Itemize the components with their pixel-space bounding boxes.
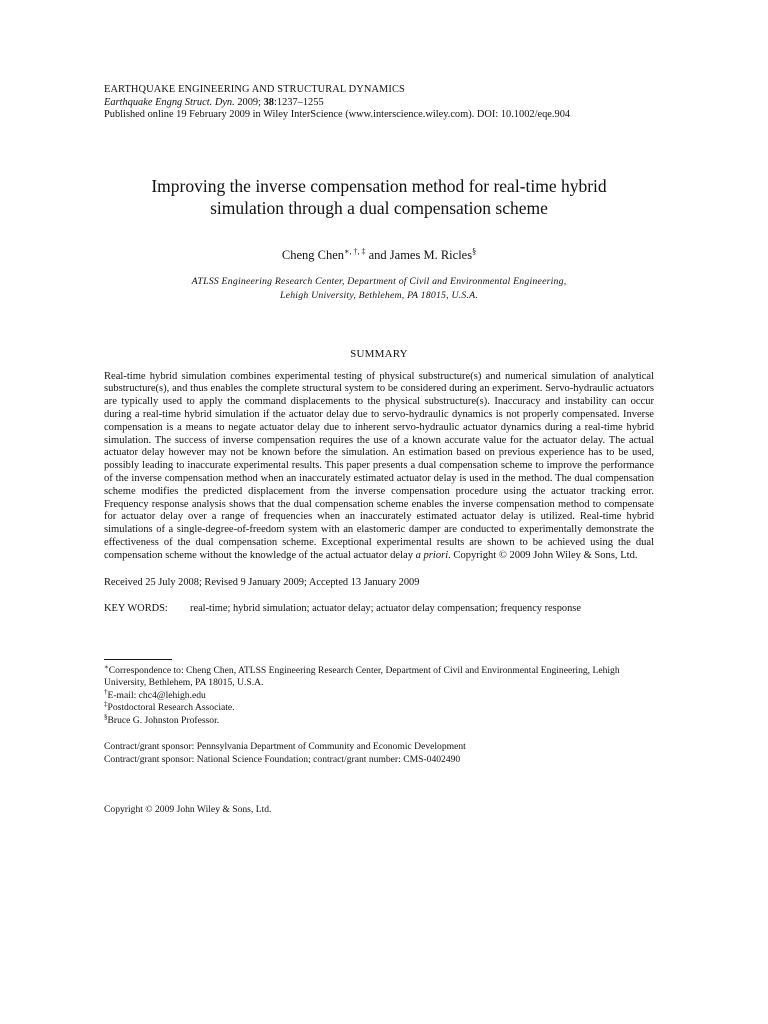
affiliation-line-2: Lehigh University, Bethlehem, PA 18015, U.S.A. xyxy=(280,290,478,302)
footnote-mark: § xyxy=(104,712,108,721)
authors-and: and xyxy=(365,247,390,262)
keywords xyxy=(104,602,654,615)
footnote-text: Correspondence to: Cheng Chen, ATLSS Engineering Research Center, Department of Civil and Environmental Engineering, Lehigh University, Bethlehem, PA 18015, U.S.A. xyxy=(104,664,620,689)
footnote-mark: † xyxy=(104,687,108,696)
sponsor-1: Contract/grant sponsor: Pennsylvania Department of Community and Economic Development xyxy=(104,741,466,753)
paper-title xyxy=(104,175,654,219)
footnote-email xyxy=(104,687,654,703)
author-2-mark: § xyxy=(472,246,477,256)
affiliation-line-1: ATLSS Engineering Research Center, Department of Civil and Environmental Engineering, xyxy=(191,275,567,287)
keywords-label: KEY WORDS: xyxy=(104,602,168,614)
footnote-text: E-mail: chc4@lehigh.edu xyxy=(107,689,206,701)
footnote-position xyxy=(104,699,654,715)
footnote-text: Postdoctoral Research Associate. xyxy=(107,702,235,714)
published-line: Published online 19 February 2009 in Wiley InterScience (www.interscience.wiley.com). DOI: 10.1002/eqe.904 xyxy=(104,109,571,120)
abstract xyxy=(104,371,654,563)
author-1-marks: ∗, †, ‡ xyxy=(344,246,366,256)
footnote-mark: ∗ xyxy=(104,662,109,671)
grant-sponsors xyxy=(104,741,654,766)
sponsor-2: Contract/grant sponsor: National Science Foundation; contract/grant number: CMS-0402490 xyxy=(104,753,461,765)
journal-pages: :1237–1255 xyxy=(274,96,324,108)
footnote-correspondence xyxy=(104,662,654,690)
affiliation xyxy=(104,275,654,304)
received-dates: Received 25 July 2008; Revised 9 January 2009; Accepted 13 January 2009 xyxy=(104,576,420,588)
author-1: Cheng Chen xyxy=(281,247,345,262)
journal-volume: 38 xyxy=(263,96,274,108)
journal-citation xyxy=(104,97,654,110)
title-line-2: simulation through a dual compensation scheme xyxy=(210,197,548,218)
abstract-body: Real-time hybrid simulation combines experimental testing of physical substructure(s) and numerical simulation of analytical substructure(s), and thus enables the complete structural system to be considered during an experiment. Servo-hydraulic actuators are typically used to apply the command displacements to the physical substructure(s). Inaccuracy and instability can occur during a real-time hybrid simulation if the actuator delay due to servo-hydraulic dynamics is not properly compensated. Inverse compensation is a means to negate actuator delay due to inherent servo-hydraulic actuator dynamics during a real-time hybrid simulation. The success of inverse compensation requires the use of a known accurate value for the actuator delay. The actual actuator delay however may not be known before the simulation. An estimation based on previous experience has to be used, possibly leading to inaccurate experimental results. This paper presents a dual compensation scheme to improve the performance of the inverse compensation method when an inaccurately estimated actuator delay is used in the method. The dual compensation scheme modifies the predicted displacement from the inverse compensation procedure using the actuator tracking error. Frequency response analysis shows that the dual compensation scheme enables the inverse compensation method to compensate for actuator delay over a range of frequencies when an inaccurately estimated actuator delay is utilized. Real-time hybrid simulations of a single-degree-of-freedom system with an elastomeric damper are conducted to experimentally demonstrate the effectiveness of the dual compensation scheme. Exceptional experimental results are shown to be achieved using the dual compensation scheme without the knowledge of the actual actuator delay xyxy=(104,370,654,561)
journal-abbrev: Earthquake Engng Struct. Dyn. xyxy=(104,96,235,108)
abstract-italic: a priori xyxy=(415,549,449,561)
title-line-1: Improving the inverse compensation method for real-time hybrid xyxy=(151,175,607,196)
summary-heading: SUMMARY xyxy=(350,347,408,360)
keywords-text: real-time; hybrid simulation; actuator delay; actuator delay compensation; frequency response xyxy=(190,602,581,614)
journal-year: 2009; xyxy=(234,96,264,108)
paper-page xyxy=(104,84,654,815)
footnotes xyxy=(104,662,654,728)
footnote-text: Bruce G. Johnston Professor. xyxy=(107,714,220,726)
footnote-professor xyxy=(104,712,654,728)
journal-name: EARTHQUAKE ENGINEERING AND STRUCTURAL DYNAMICS xyxy=(104,84,405,95)
copyright-notice: Copyright © 2009 John Wiley & Sons, Ltd. xyxy=(104,804,272,816)
authors xyxy=(104,244,654,263)
footnote-rule xyxy=(104,659,172,660)
journal-header xyxy=(104,84,654,122)
footnote-mark: ‡ xyxy=(104,699,108,708)
author-2: James M. Ricles xyxy=(389,247,473,262)
abstract-end: . Copyright © 2009 John Wiley & Sons, Ltd. xyxy=(448,549,638,561)
